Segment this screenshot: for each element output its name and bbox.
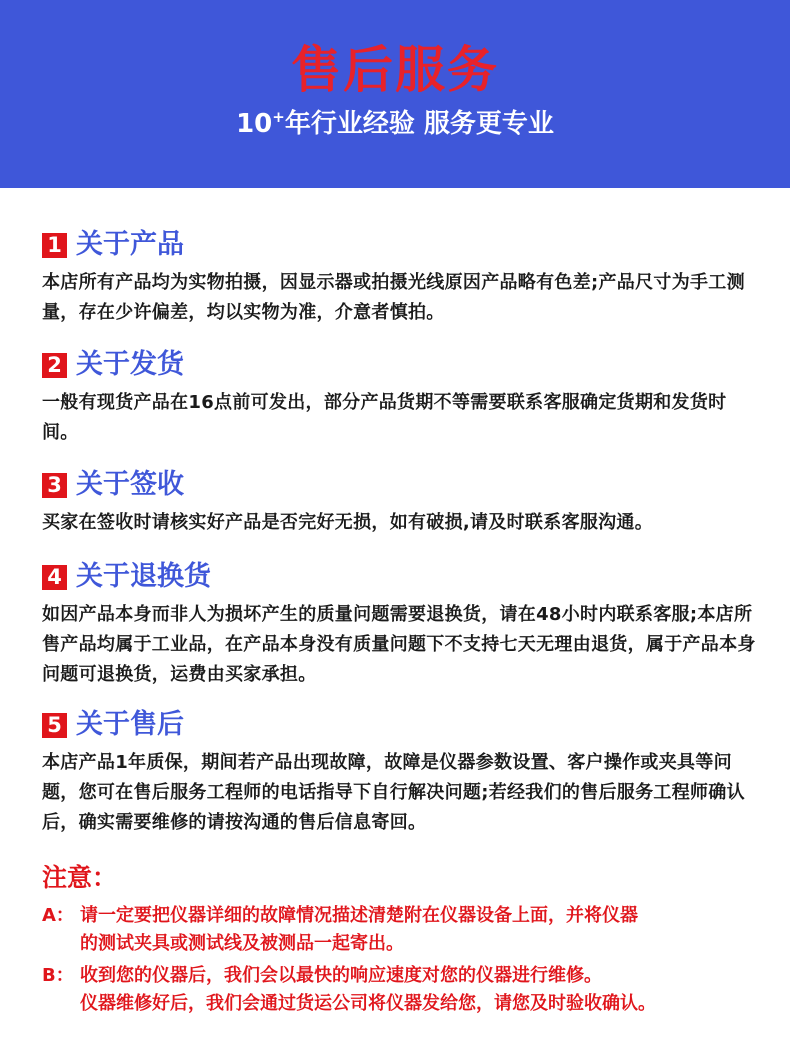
section-number-badge: 5 (42, 713, 67, 738)
notice-item-a (42, 902, 762, 958)
notice-line: 的测试夹具或测试线及被测品一起寄出。 (80, 933, 404, 954)
subtitle-plus: + (272, 108, 285, 126)
section-returns (42, 560, 762, 690)
section-body: 本店所有产品均为实物拍摄，因显示器或拍摄光线原因产品略有色差;产品尺寸为手工测量，存在少许偏差，均以实物为准，介意者慎拍。 (42, 272, 745, 323)
notice-title: 注意： (42, 863, 118, 892)
section-body: 一般有现货产品在16点前可发出，部分产品货期不等需要联系客服确定货期和发货时间。 (42, 392, 727, 443)
section-heading (42, 348, 762, 382)
header-banner (0, 0, 790, 188)
section-body: 本店产品1年质保，期间若产品出现故障，故障是仪器参数设置、客户操作或夹具等问题，您可在售后服务工程师的电话指导下自行解决问题;若经我们的售后服务工程师确认后，确实需要维修的请按沟通的售后信息寄回。 (42, 752, 745, 833)
section-number-badge: 1 (42, 233, 67, 258)
notice-text (80, 962, 656, 1018)
page-title: 售后服务 (291, 41, 499, 99)
section-title: 关于发货 (76, 349, 184, 380)
section-heading (42, 708, 762, 742)
section-shipping (42, 348, 762, 448)
subtitle-number: 10 (236, 109, 273, 139)
section-heading (42, 560, 762, 594)
section-title: 关于售后 (76, 709, 184, 740)
section-title: 关于产品 (76, 229, 184, 260)
section-title: 关于签收 (76, 469, 184, 500)
section-after-sales (42, 708, 762, 838)
page-subtitle (0, 104, 790, 144)
notice-item-b (42, 962, 762, 1018)
section-number-badge: 2 (42, 353, 67, 378)
section-heading (42, 228, 762, 262)
section-number-badge: 4 (42, 565, 67, 590)
section-body: 如因产品本身而非人为损坏产生的质量问题需要退换货，请在48小时内联系客服;本店所售产品均属于工业品，在产品本身没有质量问题下不支持七天无理由退货，属于产品本身问题可退换货，运费由买家承担。 (42, 604, 756, 685)
notice-line: 请一定要把仪器详细的故障情况描述清楚附在仪器设备上面，并将仪器 (80, 905, 638, 926)
section-heading (42, 468, 762, 502)
section-product (42, 228, 762, 328)
section-receipt (42, 468, 762, 538)
section-title: 关于退换货 (76, 561, 211, 592)
section-number-badge: 3 (42, 473, 67, 498)
section-body: 买家在签收时请核实好产品是否完好无损，如有破损,请及时联系客服沟通。 (42, 512, 654, 533)
subtitle-text: 年行业经验 服务更专业 (284, 109, 554, 139)
notice-text (80, 902, 638, 958)
notice-block (42, 858, 762, 1018)
notice-prefix: A： (42, 905, 74, 926)
notice-line: 仪器维修好后，我们会通过货运公司将仪器发给您，请您及时验收确认。 (80, 993, 656, 1014)
notice-line: 收到您的仪器后，我们会以最快的响应速度对您的仪器进行维修。 (80, 965, 602, 986)
notice-prefix: B： (42, 965, 74, 986)
